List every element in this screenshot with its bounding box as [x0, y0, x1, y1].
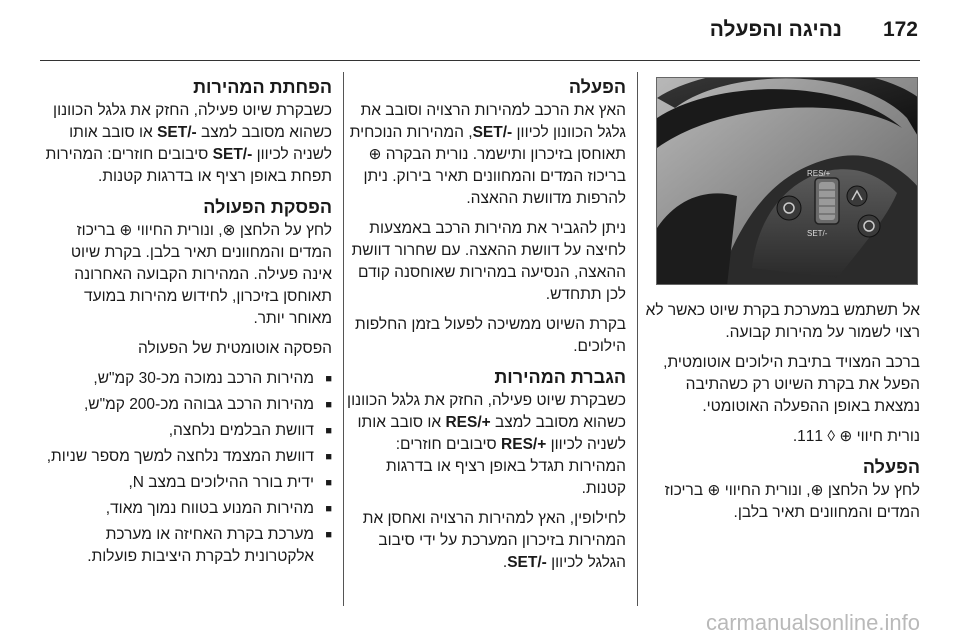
left-column: [44, 72, 332, 572]
text-span: , המהירות הנוכחית תאוחסן בזיכרון ותישמר. נורית הבקרה ⊕ בריכוז המדים והמחוונים תאיר בירוק. ניתן להרפות מדוושת ההאצה.: [349, 124, 626, 207]
text-span: .: [502, 554, 508, 571]
list-item: ■ מהירות הרכב גבוהה מכ-200 קמ"ש,: [44, 394, 332, 416]
right-column: [638, 300, 920, 532]
text-span: כשבקרת שיוט פעילה, החזק את גלגל הכוונון כשהוא מסובב למצב: [53, 102, 332, 141]
list-item: ■ מערכת בקרת האחיזה או מערכת אלקטרונית לבקרת היציבות פועלות.: [44, 524, 332, 568]
list-item: ■ דוושת הבלמים נלחצה,: [44, 420, 332, 442]
decrease-paragraph: [44, 100, 332, 188]
steering-wheel-figure: [656, 77, 918, 285]
text-span: סיבובים חוזרים: המהירות תגדל באופן רציף או בדרגות קטנות.: [386, 436, 626, 497]
text-span: סיבובים חוזרים: המהירות תפחת באופן רציף או בדרגות קטנות.: [45, 146, 332, 185]
header-divider: [40, 60, 920, 61]
gearshift-paragraph: בקרת השיוט ממשיכה לפעול בזמן החלפות הילוכים.: [355, 316, 626, 355]
section-heading-activation: הפעלה: [568, 77, 626, 97]
section-heading-increase: הגברת המהירות: [494, 367, 626, 387]
list-item: ■ דוושת המצמד נלחצה למשך מספר שניות,: [44, 446, 332, 468]
activation-paragraph: [344, 100, 626, 210]
page-header: [0, 0, 960, 62]
increase-paragraph: [344, 390, 626, 500]
middle-column: [344, 72, 626, 582]
page-title: נהיגה והפעלה: [709, 18, 842, 41]
text-span: או סובב אותו לשניה לכיוון: [357, 414, 626, 453]
indicator-reference: נורית חיווי ⊕ ◊ 111.: [792, 428, 920, 445]
set-control-label: SET/-: [507, 554, 547, 571]
set-label: SET/-: [807, 229, 828, 238]
res-control-label: RES/+: [501, 436, 547, 453]
caution-text: אל תשתמש במערכת בקרת שיוט כאשר לא רצוי לשמור על מהירות קבועה.: [645, 302, 920, 341]
auto-deactivation-intro: הפסקה אוטומטית של הפעולה: [138, 340, 332, 357]
accelerate-paragraph: ניתן להגביר את מהירות הרכב באמצעות לחיצה על דוושת ההאצה. עם שחרור דוושת ההאצה, הנסיעה במהירות שאוחסנה קודם לכן תתחדש.: [351, 220, 626, 303]
activation-text: לחץ על הלחצן ⊕, ונורית החיווי ⊕ בריכוז המדים והמחוונים תאיר בלבן.: [664, 482, 920, 521]
list-item: ■ מהירות המנוע בטווח נמוך מאוד,: [44, 498, 332, 520]
deactivation-paragraph: לחץ על הלחצן ⊗, ונורית החיווי ⊕ בריכוז המדים והמחוונים תאיר בלבן. בקרת שיוט אינה פעילה. המהירות הקבועה האחרונה תאוחסן בזיכרון, לחידוש מהירות במועד מאוחר יותר.: [70, 222, 332, 327]
steering-wheel-illustration: [657, 78, 918, 285]
text-span: כשבקרת שיוט פעילה, החזק את גלגל הכוונון כשהוא מסובב למצב: [347, 392, 626, 431]
section-heading-decrease: הפחתת המהירות: [193, 77, 332, 97]
text-span: האץ את הרכב למהירות הרצויה וסובב את גלגל הכוונון לכיוון: [360, 102, 626, 141]
page-number: 172: [882, 18, 918, 41]
text-span: לחילופין, האץ למהירות הרצויה ואחסן את המהירות בזיכרון המערכת על ידי סיבוב הגלגל לכיוון: [362, 510, 626, 571]
set-control-label: SET/-: [157, 124, 197, 141]
watermark: carmanualsonline.info: [705, 610, 920, 635]
auto-gear-text: ברכב המצויד בתיבת הילוכים אוטומטית, הפעל את בקרת השיוט רק כשהתיבה נמצאת באופן ההפעלה האוטומטי.: [663, 354, 920, 415]
auto-deactivation-list: [44, 368, 332, 568]
section-heading-deactivation: הפסקת הפעולה: [203, 197, 332, 217]
list-item: ■ ידית בורר ההילוכים במצב N,: [44, 472, 332, 494]
res-label: RES/+: [807, 169, 831, 178]
activation-heading: הפעלה: [862, 457, 920, 477]
text-span: או סובב אותו לשניה לכיוון: [69, 124, 332, 163]
alternative-paragraph: [344, 508, 626, 574]
res-control-label: RES/+: [445, 414, 491, 431]
set-control-label: SET/-: [472, 124, 513, 141]
list-item: ■ מהירות הרכב נמוכה מכ-30 קמ"ש,: [44, 368, 332, 390]
set-control-label: SET/-: [212, 146, 253, 163]
